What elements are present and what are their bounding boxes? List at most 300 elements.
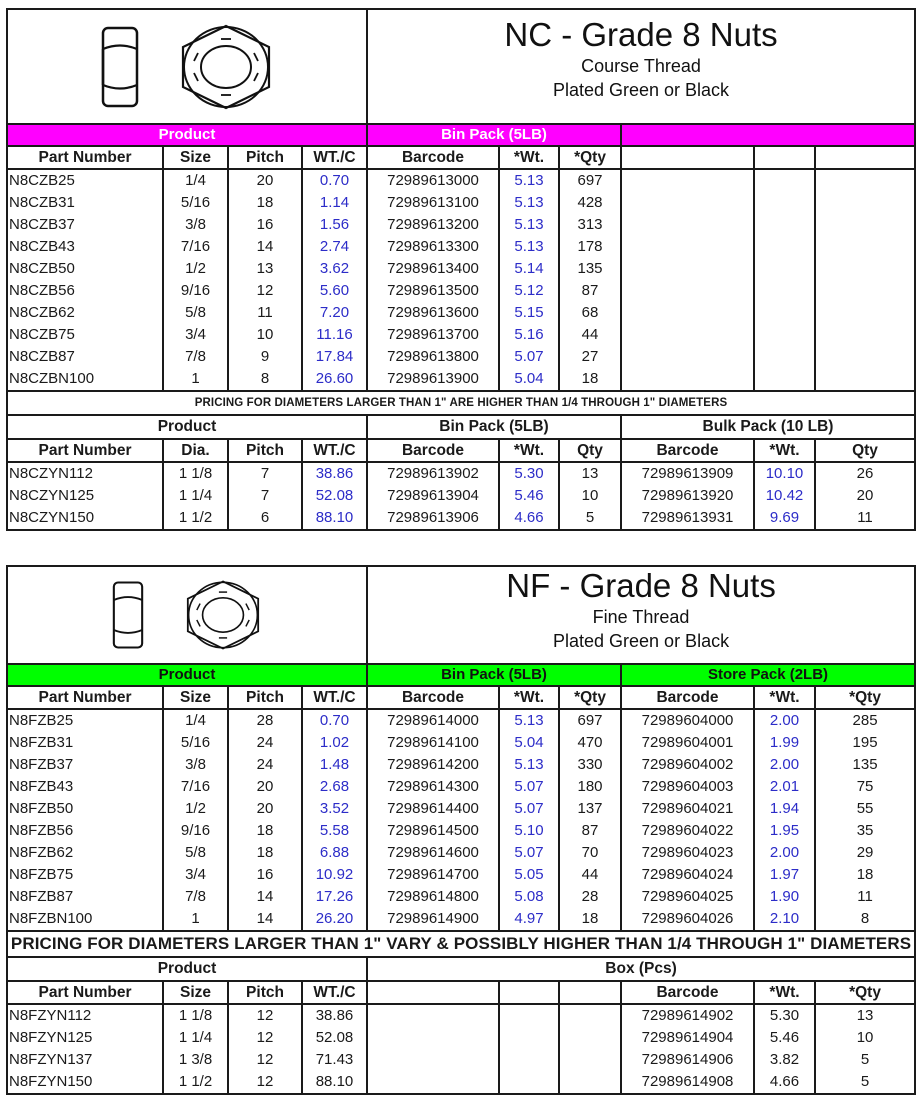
col-empty [815, 146, 915, 169]
col-bulk-barcode: Barcode [621, 439, 754, 462]
pitch-cell: 18 [228, 820, 302, 842]
empty-cell [815, 280, 915, 302]
empty-cell [559, 1071, 621, 1094]
weight-cell: 5.16 [499, 324, 559, 346]
col-weight: *Wt. [499, 439, 559, 462]
table-row [7, 214, 915, 236]
table-row [7, 169, 915, 192]
diameter-cell: 1 1/8 [163, 462, 228, 485]
part-number-cell: N8CZB62 [7, 302, 163, 324]
empty-cell [621, 368, 754, 391]
size-cell: 7/8 [163, 346, 228, 368]
col-size: Size [163, 686, 228, 709]
store-qty-cell: 75 [815, 776, 915, 798]
col-qty: Qty [559, 439, 621, 462]
part-number-cell: N8FZYN112 [7, 1004, 163, 1027]
wt-per-c-cell: 17.26 [302, 886, 367, 908]
barcode-cell: 72989613100 [367, 192, 499, 214]
pitch-cell: 18 [228, 192, 302, 214]
table-row [7, 192, 915, 214]
weight-cell: 5.07 [499, 798, 559, 820]
barcode-cell: 72989613900 [367, 368, 499, 391]
qty-cell: 18 [559, 368, 621, 391]
col-pitch: Pitch [228, 686, 302, 709]
bulk-barcode-cell: 72989613931 [621, 507, 754, 530]
wt-per-c-cell: 1.02 [302, 732, 367, 754]
col-barcode: Barcode [367, 146, 499, 169]
col-store-barcode: Barcode [621, 686, 754, 709]
empty-cell [815, 302, 915, 324]
table-row [7, 709, 915, 732]
col-barcode: Barcode [367, 686, 499, 709]
page-title: NF - Grade 8 Nuts [506, 567, 776, 604]
qty-cell: 135 [559, 258, 621, 280]
weight-cell: 5.07 [499, 776, 559, 798]
pitch-cell: 14 [228, 236, 302, 258]
nf-grade8-table [6, 565, 914, 1095]
col-weight: *Wt. [499, 146, 559, 169]
size-cell: 1 [163, 908, 228, 931]
pitch-cell: 10 [228, 324, 302, 346]
empty-cell [499, 1049, 559, 1071]
wt-per-c-cell: 5.58 [302, 820, 367, 842]
pitch-cell: 12 [228, 1071, 302, 1094]
size-cell: 7/16 [163, 236, 228, 258]
box-weight-cell: 5.46 [754, 1027, 815, 1049]
wt-per-c-cell: 2.74 [302, 236, 367, 258]
weight-cell: 5.13 [499, 214, 559, 236]
table-row [7, 324, 915, 346]
wt-per-c-cell: 88.10 [302, 507, 367, 530]
title-block [367, 566, 915, 664]
col-weight: *Wt. [499, 686, 559, 709]
store-barcode-cell: 72989604023 [621, 842, 754, 864]
barcode-cell: 72989614700 [367, 864, 499, 886]
table-row [7, 462, 915, 485]
weight-cell: 5.46 [499, 485, 559, 507]
qty-cell: 87 [559, 820, 621, 842]
part-number-cell: N8FZYN125 [7, 1027, 163, 1049]
size-cell: 1/2 [163, 798, 228, 820]
pitch-cell: 7 [228, 485, 302, 507]
qty-cell: 70 [559, 842, 621, 864]
col-empty [499, 981, 559, 1004]
bulk-barcode-cell: 72989613909 [621, 462, 754, 485]
hex-nut-side-icon [100, 25, 140, 109]
barcode-cell: 72989614600 [367, 842, 499, 864]
qty-cell: 330 [559, 754, 621, 776]
part-number-cell: N8CZB37 [7, 214, 163, 236]
barcode-cell: 72989614800 [367, 886, 499, 908]
pitch-cell: 20 [228, 776, 302, 798]
weight-cell: 4.97 [499, 908, 559, 931]
col-qty: *Qty [559, 146, 621, 169]
part-number-cell: N8CZB31 [7, 192, 163, 214]
part-number-cell: N8FZB50 [7, 798, 163, 820]
qty-cell: 697 [559, 709, 621, 732]
wt-per-c-cell: 0.70 [302, 709, 367, 732]
part-number-cell: N8CZB25 [7, 169, 163, 192]
wt-per-c-cell: 71.43 [302, 1049, 367, 1071]
band-product: Product [7, 957, 367, 981]
empty-cell [815, 368, 915, 391]
bulk-barcode-cell: 72989613920 [621, 485, 754, 507]
weight-cell: 5.12 [499, 280, 559, 302]
band-product: Product [7, 664, 367, 686]
barcode-cell: 72989614100 [367, 732, 499, 754]
wt-per-c-cell: 7.20 [302, 302, 367, 324]
store-qty-cell: 29 [815, 842, 915, 864]
store-barcode-cell: 72989604025 [621, 886, 754, 908]
barcode-cell: 72989613500 [367, 280, 499, 302]
table-row [7, 1071, 915, 1094]
qty-cell: 137 [559, 798, 621, 820]
pricing-notice [7, 931, 915, 957]
band-product: Product [7, 124, 367, 146]
store-weight-cell: 1.95 [754, 820, 815, 842]
barcode-cell: 72989613000 [367, 169, 499, 192]
column-headers [7, 686, 915, 709]
pitch-cell: 28 [228, 709, 302, 732]
qty-cell: 470 [559, 732, 621, 754]
box-barcode-cell: 72989614902 [621, 1004, 754, 1027]
barcode-cell: 72989613906 [367, 507, 499, 530]
empty-cell [367, 1049, 499, 1071]
store-barcode-cell: 72989604002 [621, 754, 754, 776]
band-product: Product [7, 415, 367, 439]
box-barcode-cell: 72989614904 [621, 1027, 754, 1049]
part-number-cell: N8FZB56 [7, 820, 163, 842]
qty-cell: 18 [559, 908, 621, 931]
store-barcode-cell: 72989604000 [621, 709, 754, 732]
pitch-cell: 16 [228, 864, 302, 886]
weight-cell: 5.04 [499, 368, 559, 391]
wt-per-c-cell: 10.92 [302, 864, 367, 886]
weight-cell: 5.07 [499, 842, 559, 864]
empty-cell [499, 1027, 559, 1049]
empty-cell [754, 192, 815, 214]
large-column-headers [7, 439, 915, 462]
part-number-cell: N8FZB43 [7, 776, 163, 798]
wt-per-c-cell: 52.08 [302, 1027, 367, 1049]
box-barcode-cell: 72989614906 [621, 1049, 754, 1071]
table-row [7, 368, 915, 391]
wt-per-c-cell: 52.08 [302, 485, 367, 507]
barcode-cell: 72989614000 [367, 709, 499, 732]
empty-cell [815, 324, 915, 346]
wt-per-c-cell: 6.88 [302, 842, 367, 864]
col-pitch: Pitch [228, 146, 302, 169]
empty-cell [621, 302, 754, 324]
box-qty-cell: 5 [815, 1049, 915, 1071]
col-empty [621, 146, 754, 169]
weight-cell: 5.13 [499, 709, 559, 732]
store-qty-cell: 18 [815, 864, 915, 886]
diameter-cell: 1 1/4 [163, 485, 228, 507]
col-empty [559, 981, 621, 1004]
col-box-barcode: Barcode [621, 981, 754, 1004]
box-weight-cell: 3.82 [754, 1049, 815, 1071]
col-wt-per-c: WT./C [302, 146, 367, 169]
col-part-number: Part Number [7, 686, 163, 709]
bulk-weight-cell: 10.42 [754, 485, 815, 507]
part-number-cell: N8CZYN112 [7, 462, 163, 485]
wt-per-c-cell: 38.86 [302, 1004, 367, 1027]
wt-per-c-cell: 2.68 [302, 776, 367, 798]
wt-per-c-cell: 1.14 [302, 192, 367, 214]
title-block [367, 9, 915, 124]
qty-cell: 44 [559, 324, 621, 346]
col-diameter: Dia. [163, 439, 228, 462]
weight-cell: 5.13 [499, 192, 559, 214]
col-store-weight: *Wt. [754, 686, 815, 709]
store-qty-cell: 8 [815, 908, 915, 931]
empty-cell [499, 1071, 559, 1094]
size-cell: 1 1/4 [163, 1027, 228, 1049]
box-qty-cell: 10 [815, 1027, 915, 1049]
size-cell: 1 3/8 [163, 1049, 228, 1071]
col-part-number: Part Number [7, 439, 163, 462]
thread-type: Fine Thread [592, 607, 690, 627]
wt-per-c-cell: 38.86 [302, 462, 367, 485]
empty-cell [754, 280, 815, 302]
part-number-cell: N8FZYN137 [7, 1049, 163, 1071]
empty-cell [815, 192, 915, 214]
size-cell: 1/4 [163, 709, 228, 732]
section-band [7, 124, 915, 146]
empty-cell [621, 169, 754, 192]
bulk-weight-cell: 9.69 [754, 507, 815, 530]
empty-cell [367, 1071, 499, 1094]
box-weight-cell: 5.30 [754, 1004, 815, 1027]
pitch-cell: 11 [228, 302, 302, 324]
table-row [7, 346, 915, 368]
pitch-cell: 12 [228, 1049, 302, 1071]
table-row [7, 886, 915, 908]
qty-cell: 313 [559, 214, 621, 236]
size-cell: 9/16 [163, 280, 228, 302]
part-number-cell: N8FZB75 [7, 864, 163, 886]
bulk-weight-cell: 10.10 [754, 462, 815, 485]
empty-cell [754, 258, 815, 280]
table-row [7, 820, 915, 842]
table-row [7, 754, 915, 776]
page-title: NC - Grade 8 Nuts [504, 16, 778, 53]
col-bulk-qty: Qty [815, 439, 915, 462]
pitch-cell: 24 [228, 754, 302, 776]
empty-cell [559, 1027, 621, 1049]
qty-cell: 5 [559, 507, 621, 530]
qty-cell: 10 [559, 485, 621, 507]
pitch-cell: 7 [228, 462, 302, 485]
pitch-cell: 24 [228, 732, 302, 754]
barcode-cell: 72989613800 [367, 346, 499, 368]
col-store-qty: *Qty [815, 686, 915, 709]
table-row [7, 1027, 915, 1049]
nut-illustration-cell [7, 566, 367, 664]
table-row [7, 1004, 915, 1027]
empty-cell [754, 346, 815, 368]
col-box-qty: *Qty [815, 981, 915, 1004]
section-band [7, 664, 915, 686]
weight-cell: 5.07 [499, 346, 559, 368]
band-store-pack: Store Pack (2LB) [621, 664, 915, 686]
size-cell: 3/4 [163, 864, 228, 886]
weight-cell: 4.66 [499, 507, 559, 530]
empty-cell [621, 324, 754, 346]
col-empty [367, 981, 499, 1004]
empty-cell [621, 192, 754, 214]
large-section-band [7, 415, 915, 439]
col-wt-per-c: WT./C [302, 686, 367, 709]
barcode-cell: 72989613200 [367, 214, 499, 236]
empty-cell [499, 1004, 559, 1027]
store-barcode-cell: 72989604024 [621, 864, 754, 886]
part-number-cell: N8CZBN100 [7, 368, 163, 391]
empty-cell [754, 368, 815, 391]
nc-grade8-table [6, 8, 914, 531]
table-row [7, 507, 915, 530]
size-cell: 9/16 [163, 820, 228, 842]
empty-cell [621, 280, 754, 302]
size-cell: 1/4 [163, 169, 228, 192]
col-wt-per-c: WT./C [302, 981, 367, 1004]
band-bulk-pack: Bulk Pack (10 LB) [621, 415, 915, 439]
pitch-cell: 12 [228, 1027, 302, 1049]
store-qty-cell: 35 [815, 820, 915, 842]
col-bulk-weight: *Wt. [754, 439, 815, 462]
empty-cell [621, 236, 754, 258]
barcode-cell: 72989613700 [367, 324, 499, 346]
store-qty-cell: 55 [815, 798, 915, 820]
empty-cell [815, 214, 915, 236]
empty-cell [754, 214, 815, 236]
table-row [7, 485, 915, 507]
store-barcode-cell: 72989604003 [621, 776, 754, 798]
empty-cell [815, 169, 915, 192]
wt-per-c-cell: 3.52 [302, 798, 367, 820]
part-number-cell: N8CZYN150 [7, 507, 163, 530]
empty-cell [621, 214, 754, 236]
weight-cell: 5.13 [499, 236, 559, 258]
weight-cell: 5.10 [499, 820, 559, 842]
qty-cell: 180 [559, 776, 621, 798]
part-number-cell: N8CZB50 [7, 258, 163, 280]
table-row [7, 776, 915, 798]
part-number-cell: N8FZYN150 [7, 1071, 163, 1094]
pitch-cell: 6 [228, 507, 302, 530]
col-box-weight: *Wt. [754, 981, 815, 1004]
empty-cell [367, 1027, 499, 1049]
part-number-cell: N8FZBN100 [7, 908, 163, 931]
size-cell: 5/16 [163, 192, 228, 214]
wt-per-c-cell: 26.60 [302, 368, 367, 391]
store-weight-cell: 1.90 [754, 886, 815, 908]
band-bin-pack: Bin Pack (5LB) [367, 664, 621, 686]
store-barcode-cell: 72989604026 [621, 908, 754, 931]
empty-cell [621, 258, 754, 280]
table-row [7, 908, 915, 931]
qty-cell: 87 [559, 280, 621, 302]
col-part-number: Part Number [7, 146, 163, 169]
bulk-qty-cell: 20 [815, 485, 915, 507]
finish-label: Plated Green or Black [552, 631, 730, 651]
part-number-cell: N8CZB56 [7, 280, 163, 302]
pitch-cell: 8 [228, 368, 302, 391]
col-pitch: Pitch [228, 439, 302, 462]
empty-cell [754, 236, 815, 258]
pricing-notice [7, 391, 915, 415]
col-pitch: Pitch [228, 981, 302, 1004]
store-weight-cell: 2.00 [754, 842, 815, 864]
store-qty-cell: 285 [815, 709, 915, 732]
band-bin-pack: Bin Pack (5LB) [367, 415, 621, 439]
bulk-qty-cell: 26 [815, 462, 915, 485]
barcode-cell: 72989613902 [367, 462, 499, 485]
store-qty-cell: 135 [815, 754, 915, 776]
store-barcode-cell: 72989604022 [621, 820, 754, 842]
hex-nut-top-icon [183, 579, 263, 651]
size-cell: 3/4 [163, 324, 228, 346]
part-number-cell: N8FZB37 [7, 754, 163, 776]
weight-cell: 5.13 [499, 169, 559, 192]
table-row [7, 798, 915, 820]
barcode-cell: 72989613904 [367, 485, 499, 507]
part-number-cell: N8CZB43 [7, 236, 163, 258]
part-number-cell: N8FZB31 [7, 732, 163, 754]
part-number-cell: N8FZB25 [7, 709, 163, 732]
qty-cell: 178 [559, 236, 621, 258]
col-size: Size [163, 146, 228, 169]
qty-cell: 68 [559, 302, 621, 324]
large-column-headers [7, 981, 915, 1004]
store-barcode-cell: 72989604001 [621, 732, 754, 754]
pitch-cell: 13 [228, 258, 302, 280]
pitch-cell: 14 [228, 908, 302, 931]
store-weight-cell: 1.99 [754, 732, 815, 754]
size-cell: 1/2 [163, 258, 228, 280]
empty-cell [367, 1004, 499, 1027]
empty-cell [754, 302, 815, 324]
col-qty: *Qty [559, 686, 621, 709]
large-section-band [7, 957, 915, 981]
col-part-number: Part Number [7, 981, 163, 1004]
barcode-cell: 72989614400 [367, 798, 499, 820]
qty-cell: 44 [559, 864, 621, 886]
table-row [7, 732, 915, 754]
size-cell: 5/8 [163, 842, 228, 864]
col-size: Size [163, 981, 228, 1004]
pitch-cell: 16 [228, 214, 302, 236]
nut-illustration-cell [7, 9, 367, 124]
barcode-cell: 72989613400 [367, 258, 499, 280]
size-cell: 7/8 [163, 886, 228, 908]
wt-per-c-cell: 3.62 [302, 258, 367, 280]
band-bin-pack: Bin Pack (5LB) [367, 124, 621, 146]
store-qty-cell: 11 [815, 886, 915, 908]
wt-per-c-cell: 1.48 [302, 754, 367, 776]
store-weight-cell: 1.94 [754, 798, 815, 820]
empty-cell [559, 1004, 621, 1027]
qty-cell: 27 [559, 346, 621, 368]
wt-per-c-cell: 1.56 [302, 214, 367, 236]
table-row [7, 280, 915, 302]
weight-cell: 5.13 [499, 754, 559, 776]
barcode-cell: 72989613300 [367, 236, 499, 258]
table-row [7, 1049, 915, 1071]
size-cell: 1 1/2 [163, 1071, 228, 1094]
wt-per-c-cell: 5.60 [302, 280, 367, 302]
